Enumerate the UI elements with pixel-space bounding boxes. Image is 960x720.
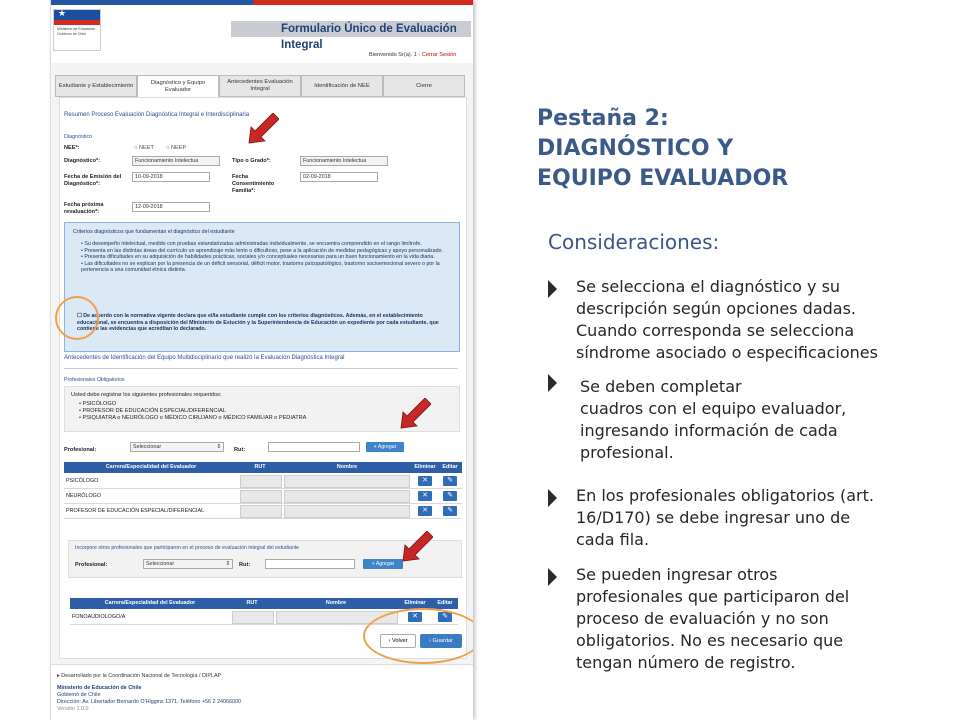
form-tabs xyxy=(55,75,465,97)
criteria-item: • Su desempeño intelectual, medido con pruebas estandarizadas administradas individualmente, se encuentra comprendido en el rango limítrofe. xyxy=(81,241,422,247)
slide-title-line: Pestaña 2: xyxy=(537,106,669,131)
tab-diagnostico[interactable]: Diagnóstico y Equipo Evaluador xyxy=(137,75,219,97)
criteria-item: • Presenta en las distintas áreas del currículo un aprendizaje más lento o dificultoso, pese a la aplicación de medidas pedagógicas y apoyo personalizado. xyxy=(81,247,443,254)
profesional-label: Profesional: xyxy=(75,562,108,568)
bullet-text: En los profesionales obligatorios (art. 16/D170) se debe ingresar uno de cada fila. xyxy=(576,486,874,549)
criteria-list xyxy=(81,241,447,274)
diagnostico-select[interactable]: Funcionamiento Intelectua xyxy=(132,156,220,166)
th-eliminar: Eliminar xyxy=(412,462,438,473)
nee-label: NEE*: xyxy=(64,145,80,151)
row-carrera: PSICÓLOGO xyxy=(66,478,99,484)
th-editar: Editar xyxy=(432,598,458,609)
app-header xyxy=(51,5,473,63)
row-carrera: FONOAUDIOLOGO/A xyxy=(72,614,126,620)
back-button[interactable]: ‹ Volver xyxy=(380,634,416,648)
mandatory-item: • PROFESOR DE EDUCACIÓN ESPECIAL/DIFERENCIAL xyxy=(79,408,226,414)
slide-title xyxy=(537,104,937,194)
form-screenshot xyxy=(50,0,473,720)
criteria-title: Criterios diagnósticos que fundamentan el diagnóstico del estudiante xyxy=(73,229,235,235)
team-title: Antecedentes de Identificación del Equipo Multidisciplinario que realizó la Evaluación Diagnóstica Integral xyxy=(64,355,345,361)
fecha-emision-input[interactable]: 10-09-2018 xyxy=(132,172,210,182)
pencil-icon[interactable]: ✎ xyxy=(443,506,457,516)
profesional-select-other[interactable]: Seleccionar ⇕ xyxy=(143,559,233,569)
pencil-icon[interactable]: ✎ xyxy=(438,612,452,622)
triangle-bullet-icon xyxy=(548,568,557,586)
bullet-text: Se pueden ingresar otros profesionales que participaron del proceso de evaluación y no son obligatorios. No es necesario que tengan número de registro. xyxy=(576,565,850,672)
th-carrera: Carrera/Especialidad del Evaluador xyxy=(70,598,230,609)
nee-option-neet[interactable]: ○ NEET xyxy=(134,145,154,151)
row-carrera: PROFESOR DE EDUCACIÓN ESPECIAL/DIFERENCIAL xyxy=(66,508,205,514)
table-row xyxy=(64,489,462,504)
ministry-logo: ★ Ministerio de Educación Gobierno de Chile xyxy=(53,9,101,51)
logout-link[interactable]: Cerrar Sesión xyxy=(421,52,457,58)
considerations-heading: Consideraciones: xyxy=(548,230,720,254)
profesional-label: Profesional: xyxy=(64,447,97,453)
nombre-cell xyxy=(284,490,410,503)
tipo-select[interactable]: Funcionamiento Intelectua xyxy=(300,156,388,166)
rut-cell xyxy=(240,490,282,503)
x-icon[interactable]: ✕ xyxy=(408,612,422,622)
rut-label: Rut: xyxy=(239,562,251,568)
footer-version: Versión 1.0.0 xyxy=(57,706,89,712)
footer-address: Dirección: Av. Libertador Bernardo O'Higgins 1371. Teléfono +56 2 24066000 xyxy=(57,699,241,705)
rut-cell xyxy=(240,505,282,518)
add-button-other[interactable]: + Agregar xyxy=(363,559,403,569)
x-icon[interactable]: ✕ xyxy=(418,491,432,501)
mandatory-table xyxy=(64,462,462,526)
th-rut: RUT xyxy=(238,462,282,473)
x-icon[interactable]: ✕ xyxy=(418,506,432,516)
tab-cierre[interactable]: Cierre xyxy=(383,75,465,97)
bullet-text: Se selecciona el diagnóstico y su descripción según opciones dadas. Cuando corresponda se selecciona síndrome asociado o especificaciones xyxy=(576,277,878,362)
fecha-consent-input[interactable]: 02-09-2018 xyxy=(300,172,378,182)
mandatory-item: • PSIQUIATRA o NEURÓLOGO o MÉDICO CIRUJANO o MÉDICO FAMILIAR o PEDIATRA xyxy=(79,415,307,421)
rut-label: Rut: xyxy=(234,447,246,453)
mandatory-intro: Usted debe registrar los siguientes profesionales requeridos: xyxy=(71,392,222,398)
criteria-item: • Las dificultades no se explican por la presencia de un déficit sensorial, déficit motor, trastorno psicopatológico, trastorno socioemocional severo o por la pertenencia a una comunidad étnica distinta. xyxy=(81,260,440,274)
mandatory-item: • PSICÓLOGO xyxy=(79,401,117,407)
save-button[interactable]: › Guardar xyxy=(420,634,462,648)
pencil-icon[interactable]: ✎ xyxy=(443,491,457,501)
row-carrera: NEURÓLOGO xyxy=(66,493,102,499)
fecha-proxima-label: Fecha próxima revaluación*: xyxy=(64,202,104,215)
summary-title: Resumen Proceso Evaluación Diagnóstica Integral e Interdisciplinaria xyxy=(64,112,250,118)
welcome-text xyxy=(369,52,456,58)
app-footer xyxy=(51,664,473,720)
nee-option-neep[interactable]: ○ NEEP xyxy=(166,145,187,151)
form-title: Formulario Único de Evaluación Integral xyxy=(231,21,471,37)
table-row xyxy=(64,504,462,519)
footer-gov: Gobierno de Chile xyxy=(57,692,101,698)
rut-cell xyxy=(232,611,274,624)
bullet-text: Se deben completar cuadros con el equipo evaluador, ingresando información de cada profesional. xyxy=(580,377,847,462)
rut-input-other[interactable] xyxy=(265,559,355,569)
tab-antecedentes[interactable]: Antecedentes Evaluación Integral xyxy=(219,75,301,97)
tab-nee[interactable]: Identificación de NEE xyxy=(301,75,383,97)
footer-dev: ▸ Desarrollado por la Coordinación Nacional de Tecnología / DIPLAP xyxy=(57,673,222,679)
highlight-circle xyxy=(363,608,473,664)
footer-ministry: Ministerio de Educación de Chile xyxy=(57,685,142,691)
diagnostico-section: Diagnóstico xyxy=(64,134,93,140)
red-arrow-icon xyxy=(399,398,431,430)
others-title: Incorpore otros profesionales que participaron en el proceso de evaluación integral del estudiante xyxy=(75,545,300,551)
fecha-consent-label: Fecha Consentimiento Familia*: xyxy=(232,174,275,194)
th-eliminar: Eliminar xyxy=(398,598,432,609)
form-panel xyxy=(59,97,467,659)
add-button[interactable]: + Agregar xyxy=(366,442,404,452)
slide-title-line: DIAGNÓSTICO Y xyxy=(537,136,734,161)
criteria-declaration[interactable]: ☐ De acuerdo con la normativa vigente declara que el/la estudiante cumple con los criterios diagnósticos. Además, en el establecimiento educacional, se encuentra a disposición del Ministerio de Estución y la Superintendencia de Educación un expediente por cada estudiante, que contiene las evidencias que acreditan lo declarado. xyxy=(77,313,439,333)
th-nombre: Nombre xyxy=(282,462,412,473)
th-carrera: Carrera/Especialidad del Evaluador xyxy=(64,462,238,473)
th-nombre: Nombre xyxy=(274,598,398,609)
tab-estudiante[interactable]: Estudiante y Establecimiento xyxy=(55,75,137,97)
fecha-proxima-input[interactable]: 12-09-2018 xyxy=(132,202,210,212)
th-editar: Editar xyxy=(438,462,462,473)
mandatory-title: Profesionales Obligatorios xyxy=(64,377,125,383)
red-arrow-icon xyxy=(247,113,279,145)
highlight-circle xyxy=(55,296,99,340)
rut-input[interactable] xyxy=(268,442,360,452)
criteria-box xyxy=(64,222,460,352)
tipo-label: Tipo o Grado*: xyxy=(232,158,271,164)
x-icon[interactable]: ✕ xyxy=(418,476,432,486)
diagnostico-label: Diagnóstico*: xyxy=(64,158,101,164)
nombre-cell xyxy=(284,475,410,488)
slide-title-line: EQUIPO EVALUADOR xyxy=(537,166,789,191)
criteria-item: • Presenta dificultades en su adquisición de habilidades prácticas, sociales y/o conceptuales necesarias para un buen funcionamiento en la vida diaria. xyxy=(81,254,435,261)
nombre-cell xyxy=(284,505,410,518)
table-row xyxy=(64,474,462,489)
th-rut: RUT xyxy=(230,598,274,609)
divider xyxy=(64,368,458,369)
welcome-user: Bienvenido Sr(a). 1 - xyxy=(369,52,421,58)
triangle-bullet-icon xyxy=(548,374,557,392)
red-arrow-icon xyxy=(401,531,433,563)
rut-cell xyxy=(240,475,282,488)
profesional-select[interactable]: Seleccionar ⇕ xyxy=(130,442,224,452)
triangle-bullet-icon xyxy=(548,489,557,507)
triangle-bullet-icon xyxy=(548,280,557,298)
pencil-icon[interactable]: ✎ xyxy=(443,476,457,486)
fecha-emision-label: Fecha de Emisión del Diagnóstico*: xyxy=(64,174,122,187)
